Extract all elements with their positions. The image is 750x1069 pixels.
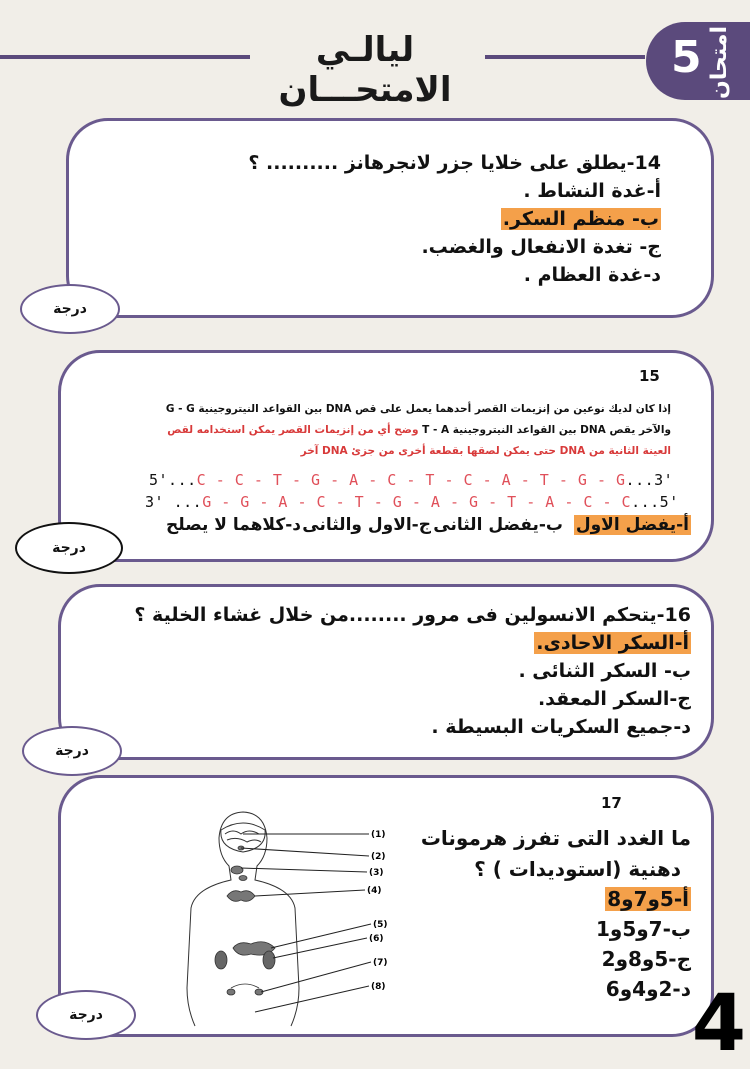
diagram-label-4: (4) xyxy=(367,886,382,896)
pointer-line-8 xyxy=(255,986,369,1012)
seq1-prefix: 5'... xyxy=(149,471,197,489)
seq2-prefix: 3' ... xyxy=(145,493,203,511)
q17-option-a-text: أ-5و7و8 xyxy=(607,887,689,911)
ovary-left xyxy=(227,989,235,995)
endocrine-diagram xyxy=(171,808,391,1040)
question-16 xyxy=(134,601,691,741)
grade-oval-14: درجة xyxy=(20,284,120,334)
exam-badge xyxy=(646,22,750,100)
q15-text-line2 xyxy=(167,420,671,441)
question-17-stem-line2: دهنية (استوديدات ) ؟ xyxy=(474,857,681,881)
q14-option-b[interactable] xyxy=(248,205,661,233)
question-16-stem: 16-يتحكم الانسولين فى مرور ........من خلال غشاء الخلية ؟ xyxy=(134,604,691,626)
exam-word: امتحان xyxy=(706,25,732,100)
diagram-label-3: (3) xyxy=(369,868,384,878)
pointer-line-4 xyxy=(255,890,365,896)
q15-option-b[interactable]: ب-يفضل الثانى xyxy=(433,515,563,535)
diagram-label-6: (6) xyxy=(369,934,384,944)
question-15-number: 15 xyxy=(639,367,660,385)
q16-option-b[interactable]: ب- السكر الثنائى . xyxy=(518,660,691,682)
pointer-line-5 xyxy=(271,924,371,948)
dna-sequence-2 xyxy=(145,493,679,511)
q16-option-c[interactable]: ج-السكر المعقد. xyxy=(537,688,691,710)
diagram-label-7: (7) xyxy=(373,958,388,968)
q17-option-b[interactable]: ب-7و5و1 xyxy=(595,917,691,941)
pointer-line-6 xyxy=(273,938,367,958)
q16-option-d[interactable]: د-جميع السكريات البسيطة . xyxy=(431,716,691,738)
seq1-suffix: ...3' xyxy=(625,471,674,489)
pointer-line-7 xyxy=(261,962,371,992)
page-number: 4 xyxy=(691,979,746,1069)
question-14 xyxy=(248,149,661,289)
q16-option-a[interactable] xyxy=(134,629,691,657)
q14-option-d[interactable]: د-غدة العظام . xyxy=(523,264,661,286)
seq2-bases: G - G - A - C - T - G - A - G - T - A - C - C xyxy=(202,493,632,511)
page-header xyxy=(0,0,750,110)
q14-option-b-text: ب- منظم السكر. xyxy=(502,208,659,230)
question-card-15 xyxy=(58,350,714,562)
question-17-stem-line1: ما الغدد التى تفرز هرمونات xyxy=(420,826,691,850)
q16-option-a-text: أ-السكر الاحادى. xyxy=(536,632,689,654)
diagram-label-1: (1) xyxy=(371,830,386,840)
q15-text-line1: إذا كان لديك نوعين من إنزيمات القصر أحدهما يعمل على قص DNA بين القواعد النيتروجينية G - G xyxy=(165,403,671,415)
q14-option-a[interactable]: أ-غدة النشاط . xyxy=(523,180,661,202)
question-17 xyxy=(421,822,691,1004)
question-card-14 xyxy=(66,118,714,318)
header-line-right xyxy=(485,55,645,59)
dna-sequence-1 xyxy=(149,471,673,489)
q17-option-c[interactable]: ج-5و8و2 xyxy=(601,947,691,971)
q15-option-d[interactable]: د-كلاهما لا يصلح xyxy=(166,515,301,535)
kidney-right xyxy=(263,951,275,969)
header-line-left xyxy=(0,55,250,59)
thyroid-gland xyxy=(231,866,243,874)
exam-number: 5 xyxy=(671,32,702,83)
parathyroid-gland xyxy=(239,876,247,881)
question-card-16 xyxy=(58,584,714,760)
grade-oval-17: درجة xyxy=(36,990,136,1040)
q15-option-c[interactable]: ج-الاول والثانى xyxy=(302,515,431,535)
pointer-line-2 xyxy=(241,848,369,856)
q17-option-d[interactable]: د-2و4و6 xyxy=(605,977,691,1001)
seq2-suffix: ...5' xyxy=(631,493,679,511)
body-outline-left xyxy=(187,838,231,1026)
question-17-number: 17 xyxy=(601,794,622,812)
page-title: ليالـي الامتحـــان xyxy=(278,30,452,110)
q15-text-line3: العينة الثانية من DNA حتى يمكن لصقها بقطعة أخرى من جزئ DNA آخر xyxy=(300,445,671,457)
question-14-stem: 14-يطلق على خلايا جزر لانجرهانز .......... ؟ xyxy=(248,152,661,174)
diagram-label-5: (5) xyxy=(373,920,388,930)
diagram-label-8: (8) xyxy=(371,982,386,992)
q15-option-a-text: أ-يفضل الاول xyxy=(575,515,689,535)
kidney-left xyxy=(215,951,227,969)
diagram-label-2: (2) xyxy=(371,852,386,862)
q15-option-a[interactable] xyxy=(574,515,691,535)
question-card-17 xyxy=(58,775,714,1037)
pointer-line-3 xyxy=(241,868,367,872)
q17-option-a[interactable] xyxy=(421,884,691,914)
q15-text-line2-black: والآخر يقص DNA بين القواعد النيتروجينية T - A xyxy=(422,424,671,436)
q15-text-line2-red: وضح أي من إنزيمات القصر يمكن استخدامه لقص xyxy=(167,424,419,436)
grade-oval-16: درجة xyxy=(22,726,122,776)
q14-option-c[interactable]: ج- تغدة الانفعال والغضب. xyxy=(421,236,661,258)
grade-oval-15: درجة xyxy=(15,522,123,574)
seq1-bases: C - C - T - G - A - C - T - C - A - T - G - G xyxy=(196,471,626,489)
thymus-gland xyxy=(227,891,255,902)
